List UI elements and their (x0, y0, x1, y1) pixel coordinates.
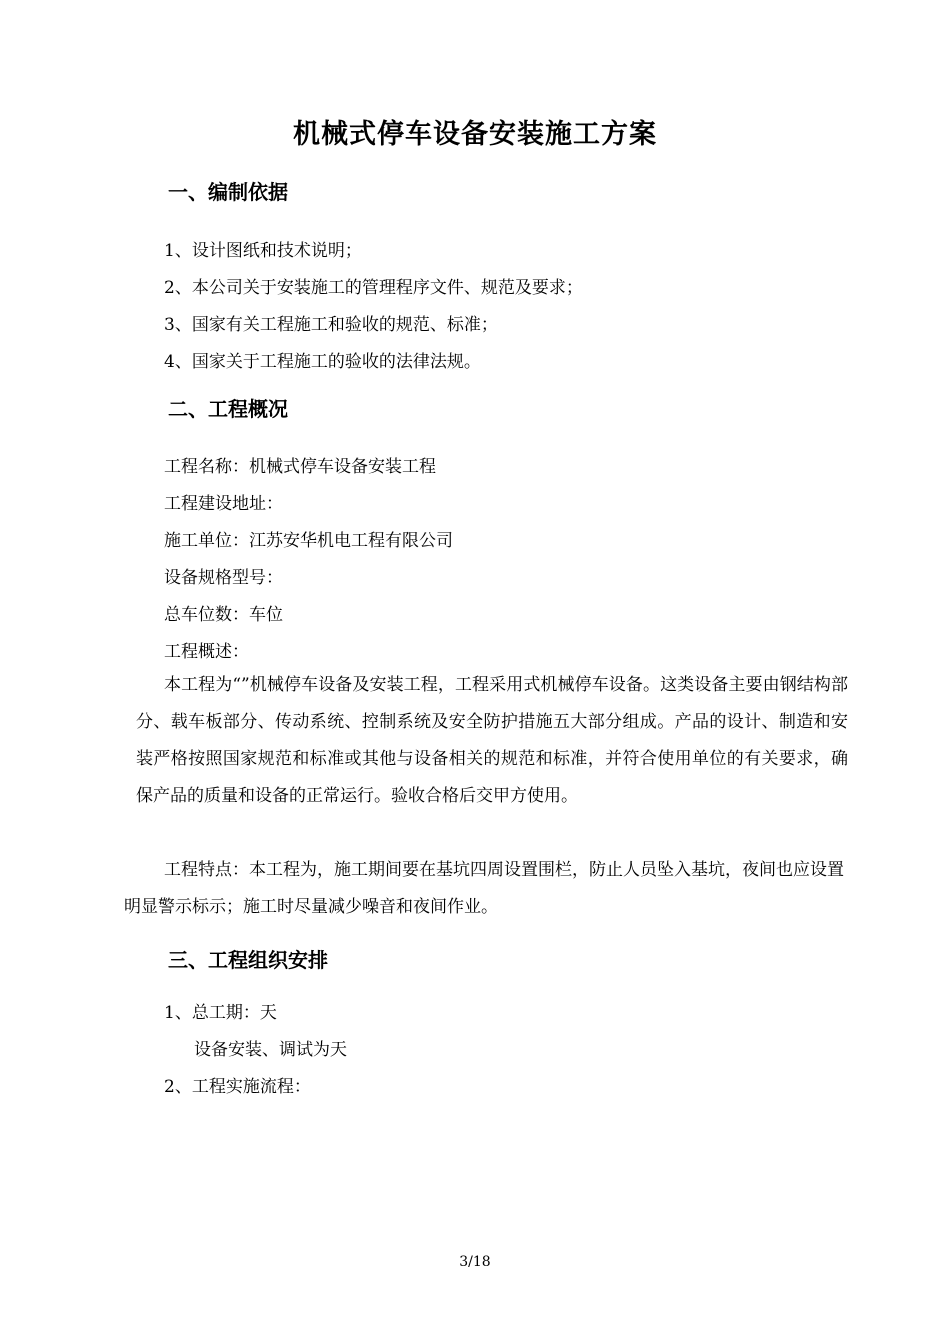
project-name: 工程名称：机械式停车设备安装工程 (164, 457, 436, 477)
document-title: 机械式停车设备安装施工方案 (293, 119, 657, 150)
features-paragraph: 工程特点：本工程为，施工期间要在基坑四周设置围栏，防止人员坠入基坑，夜间也应设置明显警示标示；施工时尽量减少噪音和夜间作业。 (124, 860, 844, 917)
overview-paragraph: 本工程为“”机械停车设备及安装工程，工程采用式机械停车设备。这类设备主要由钢结构部分、载车板部分、传动系统、控制系统及安全防护措施五大部分组成。产品的设计、制造和安装严格按照国家规范和标准或其他与设备相关的规范和标准，并符合使用单位的有关要求，确保产品的质量和设备的正常运行。验收合格后交甲方使用。 (136, 675, 848, 806)
page-number: 3/18 (459, 1254, 491, 1270)
basis-item-3: 3、国家有关工程施工和验收的规范、标准； (164, 315, 498, 335)
total-duration: 1、总工期：天 (164, 1003, 277, 1023)
project-address: 工程建设地址： (164, 494, 283, 514)
install-duration: 设备安装、调试为天 (194, 1040, 347, 1060)
basis-item-4: 4、国家关于工程施工的验收的法律法规。 (164, 352, 481, 372)
workflow-label: 2、工程实施流程： (164, 1077, 311, 1097)
construction-unit: 施工单位：江苏安华机电工程有限公司 (164, 531, 453, 551)
total-spaces: 总车位数：车位 (164, 605, 283, 625)
section-heading-basis: 一、编制依据 (168, 180, 288, 204)
basis-item-1: 1、设计图纸和技术说明； (164, 241, 362, 261)
basis-item-2: 2、本公司关于安装施工的管理程序文件、规范及要求； (164, 278, 583, 298)
overview-label: 工程概述： (164, 642, 249, 662)
equipment-model: 设备规格型号： (164, 568, 283, 588)
section-heading-organization: 三、工程组织安排 (168, 948, 328, 972)
section-heading-overview: 二、工程概况 (168, 397, 288, 421)
